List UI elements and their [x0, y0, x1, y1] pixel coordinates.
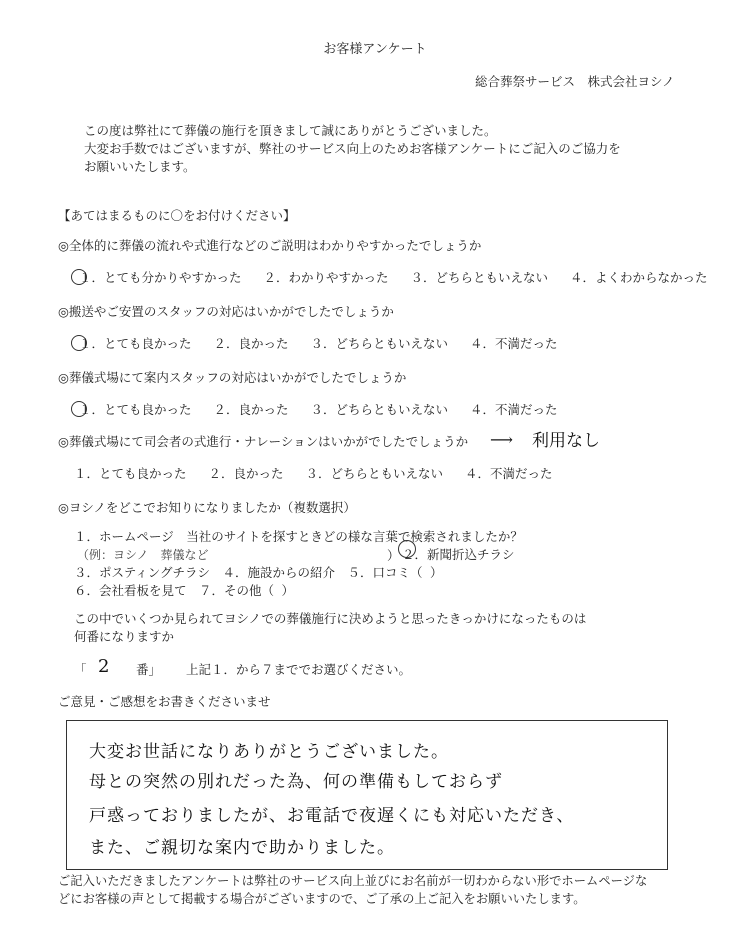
comments-box[interactable]	[66, 720, 668, 870]
comment-line: また、ご親切な案内で助かりました。	[89, 838, 395, 858]
source-options-3-5	[74, 564, 443, 582]
option[interactable]: ２．良かった	[208, 466, 284, 481]
intro-line: この度は弊社にて葬儀の施行を頂きまして誠にありがとうございました。	[84, 123, 497, 138]
decision-note: 上記１．から７まででお選びください。	[186, 662, 412, 677]
option[interactable]: ３．どちらともいえない	[310, 336, 448, 351]
source-options-6-7	[74, 582, 294, 600]
option[interactable]: ２．良かった	[213, 402, 289, 417]
search-example: （例：ヨシノ 葬儀など	[77, 548, 209, 562]
question-4: ◎葬儀式場にて司会者の式進行・ナレーションはいかがでしたでしょうか	[58, 434, 469, 449]
option[interactable]: ２．わかりやすかった	[263, 270, 389, 285]
source-options-3-5-label[interactable]: ３．ポスティングチラシ ４．施設からの紹介 ５．口コミ（	[74, 565, 423, 580]
question-2: ◎搬送やご安置のスタッフの対応はいかがでしたでしょうか	[58, 304, 394, 319]
decision-question-line: 何番になりますか	[74, 629, 175, 644]
option[interactable]: ４．不満だった	[465, 466, 553, 481]
bracket-open: 「	[74, 662, 87, 677]
source-option-2[interactable]: ２．新聞折込チラシ	[402, 547, 515, 562]
question-3: ◎葬儀式場にて案内スタッフの対応はいかがでしたでしょうか	[58, 370, 407, 385]
intro-line: お願いいたします。	[84, 159, 196, 174]
option[interactable]: １．とても良かった	[78, 402, 192, 417]
handwritten-note: 利用なし	[532, 431, 600, 451]
arrow-icon: ⟶	[490, 430, 513, 449]
option[interactable]: １．とても良かった	[78, 336, 192, 351]
comment-line: 母との突然の別れだった為、何の準備もしておらず	[89, 772, 503, 792]
blank-field[interactable]	[274, 583, 282, 598]
decision-answer[interactable]: 2	[98, 656, 110, 677]
question-2-options	[74, 334, 576, 352]
footer-line: どにお客様の声として掲載する場合がございますので、ご了承の上ご記入をお願いいたします。	[58, 892, 586, 906]
comment-line: 大変お世話になりありがとうございました。	[89, 742, 449, 762]
comments-label: ご意見・ご感想をお書きくださいませ	[58, 694, 271, 709]
option[interactable]: ３．どちらともいえない	[310, 402, 448, 417]
option[interactable]: ４．不満だった	[469, 336, 558, 351]
question-1: ◎全体的に葬儀の流れや式進行などのご説明はわかりやすかったでしょうか	[58, 238, 482, 253]
blank-field[interactable]	[423, 565, 431, 580]
question-3-options	[74, 400, 576, 418]
footer-line: ご記入いただきましたアンケートは弊社のサービス向上並びにお名前が一切わからない形でホームページな	[58, 874, 648, 888]
survey-title: お客様アンケート	[323, 42, 427, 57]
question-1-options	[74, 268, 726, 286]
question-5: ◎ヨシノをどこでお知りになりましたか（複数選択）	[58, 500, 356, 515]
bracket-close: 番」	[136, 662, 162, 677]
intro-text	[84, 122, 621, 176]
option[interactable]: ４．よくわからなかった	[569, 270, 708, 285]
source-options-6-7-label[interactable]: ６．会社看板を見て ７．その他（	[74, 583, 275, 598]
option[interactable]: ２．良かった	[213, 336, 289, 351]
paren-close: ）	[387, 548, 400, 563]
option[interactable]: ４．不満だった	[469, 402, 558, 417]
question-4-options	[74, 464, 571, 482]
paren-close: ）	[281, 583, 295, 598]
paren-close: ）	[430, 565, 443, 580]
footer-note	[58, 872, 647, 908]
option[interactable]: ３．どちらともいえない	[410, 270, 548, 285]
instruction: 【あてはまるものに〇をお付けください】	[58, 208, 296, 223]
source-option-1[interactable]: １．ホームページ 当社のサイトを探すときどの様な言葉で検索されましたか？	[74, 529, 523, 544]
intro-line: 大変お手数ではございますが、弊社のサービス向上のためお客様アンケートにご記入のご協力を	[84, 141, 621, 156]
option[interactable]: １．とても良かった	[74, 466, 187, 481]
option[interactable]: ３．どちらともいえない	[305, 466, 444, 481]
option[interactable]: １．とても分かりやすかった	[78, 270, 242, 285]
company-name: 総合葬祭サービス 株式会社ヨシノ	[475, 74, 675, 89]
decision-question-line: この中でいくつか見られてヨシノでの葬儀施行に決めようと思ったきっかけになったものは	[74, 611, 587, 626]
comment-line: 戸惑っておりましたが、お電話で夜遅くにも対応いただき、	[89, 806, 575, 826]
